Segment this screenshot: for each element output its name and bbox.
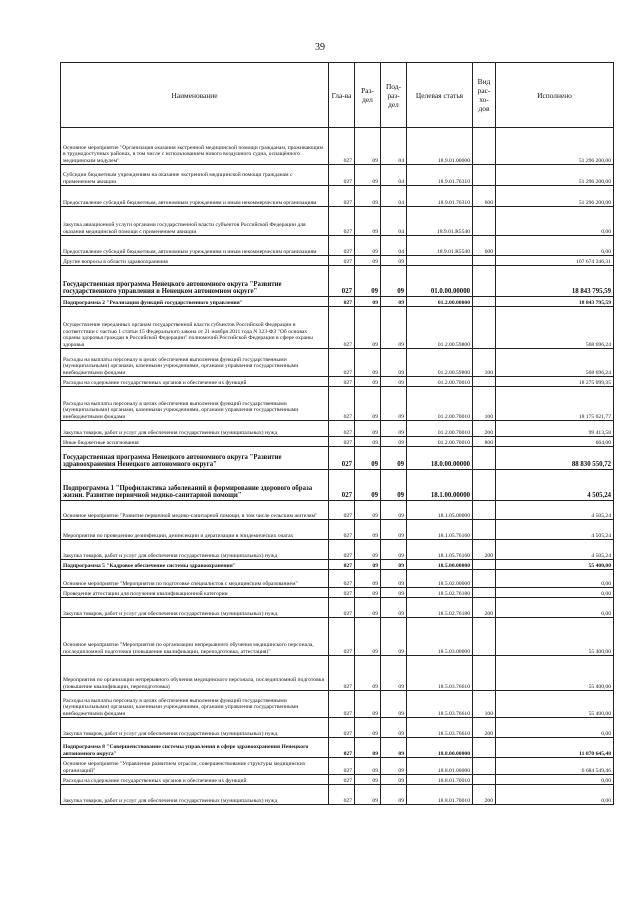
cell-vid: 600 [473,236,496,256]
cell-razdel: 09 [355,266,381,297]
cell-vid [473,256,496,266]
table-row [61,266,614,297]
cell-name: Закупка товаров, работ и услуг для обеспечения государственных (муниципальных) нужд [61,718,329,738]
cell-podrazdel: 09 [381,501,407,520]
cell-ispolneno: 4 505,24 [496,540,614,560]
cell-celevaya: 18.1.00.00000 [407,470,473,501]
cell-razdel: 09 [355,447,381,470]
cell-vid [473,758,496,775]
cell-name: Закупка товаров, работ и услуг для обеспечения государственных (муниципальных) нужд [61,598,329,618]
table-row [61,256,614,266]
cell-podrazdel: 09 [381,307,407,349]
table-row [61,618,614,656]
cell-glava: 027 [329,297,355,307]
cell-vid [473,307,496,349]
cell-podrazdel: 09 [381,447,407,470]
cell-vid [473,738,496,758]
table-row [61,297,614,307]
cell-razdel: 09 [355,775,381,785]
cell-vid: 200 [473,785,496,805]
cell-ispolneno: 0,00 [496,785,614,805]
cell-celevaya: 18.8.01.00000 [407,758,473,775]
cell-name: Подпрограмма 2 "Реализация функций государственного управления" [61,297,329,307]
cell-name: Государственная программа Ненецкого автономного округа "Развитие здравоохранения Ненецкого автономного округа" [61,447,329,470]
cell-podrazdel: 09 [381,560,407,570]
table-row [61,775,614,785]
cell-ispolneno: 11 870 645,48 [496,738,614,758]
table-row [61,598,614,618]
cell-vid [473,775,496,785]
cell-vid [473,266,496,297]
column-header-ispolneno: Исполнено [496,63,614,128]
cell-ispolneno: 0,00 [496,207,614,236]
cell-glava: 027 [329,560,355,570]
cell-glava: 027 [329,236,355,256]
cell-razdel: 09 [355,186,381,207]
cell-glava: 027 [329,785,355,805]
cell-vid: 200 [473,718,496,738]
cell-name: Подпрограмма 8 "Совершенствование системы управления в сфере здравоохранения Ненецкого автономного округа" [61,738,329,758]
cell-razdel: 09 [355,691,381,718]
cell-vid [473,165,496,186]
table-row [61,785,614,805]
cell-glava: 027 [329,165,355,186]
cell-ispolneno: 55 400,00 [496,560,614,570]
cell-glava: 027 [329,266,355,297]
cell-name: Иные бюджетные ассигнования [61,437,329,447]
cell-podrazdel: 09 [381,421,407,437]
cell-podrazdel: 09 [381,598,407,618]
cell-podrazdel: 09 [381,377,407,387]
cell-ispolneno: 0,00 [496,236,614,256]
cell-name: Предоставление субсидий бюджетным, автономным учреждениям и иным некоммерческим организациям [61,236,329,256]
table-row [61,128,614,165]
column-header-podrazdel: Под-раз-дел [381,63,407,128]
cell-razdel: 09 [355,738,381,758]
column-header-vid: Вид рас-хо-дов [473,63,496,128]
cell-celevaya: 18.9.01.R5540 [407,207,473,236]
cell-glava: 027 [329,775,355,785]
cell-vid [473,570,496,588]
cell-podrazdel: 04 [381,207,407,236]
cell-celevaya: 18.5.00.00000 [407,560,473,570]
table-row [61,520,614,540]
cell-celevaya: 01.0.00.00000 [407,266,473,297]
cell-name: Закупка авиационной услуги органами государственной власти субъектов Российской Федерации для оказания медицинской помощи с применением авиации [61,207,329,236]
cell-glava: 027 [329,447,355,470]
table-row [61,307,614,349]
cell-podrazdel: 09 [381,758,407,775]
cell-podrazdel: 09 [381,266,407,297]
cell-podrazdel: 09 [381,588,407,598]
cell-podrazdel: 09 [381,570,407,588]
cell-glava: 027 [329,656,355,691]
cell-glava: 027 [329,520,355,540]
cell-name: Другие вопросы в области здравоохранения [61,256,329,266]
table-row [61,437,614,447]
cell-razdel: 09 [355,598,381,618]
cell-razdel: 09 [355,570,381,588]
cell-glava: 027 [329,377,355,387]
table-row [61,470,614,501]
table-row [61,570,614,588]
cell-vid: 200 [473,421,496,437]
cell-glava: 027 [329,618,355,656]
cell-ispolneno: 51 296 200,00 [496,186,614,207]
cell-podrazdel: 09 [381,540,407,560]
cell-celevaya: 18.8.01.70010 [407,775,473,785]
cell-podrazdel: 09 [381,437,407,447]
cell-name: Подпрограмма 1 "Профилактика заболеваний и формирование здорового образа жизни. Развитие первичной медико-санитарной помощи" [61,470,329,501]
table-row [61,540,614,560]
cell-ispolneno: 4 505,24 [496,520,614,540]
cell-podrazdel: 04 [381,236,407,256]
cell-ispolneno: 88 830 550,72 [496,447,614,470]
cell-podrazdel: 09 [381,738,407,758]
cell-ispolneno: 4 505,24 [496,470,614,501]
cell-celevaya: 01.2.00.59800 [407,349,473,377]
cell-razdel: 09 [355,256,381,266]
expenditure-table [60,62,614,805]
cell-ispolneno: 4 505,24 [496,501,614,520]
cell-celevaya: 18.9.01.76310 [407,186,473,207]
cell-glava: 027 [329,570,355,588]
cell-ispolneno: 107 674 346,31 [496,256,614,266]
table-row [61,718,614,738]
cell-ispolneno: 55 400,00 [496,691,614,718]
cell-razdel: 09 [355,349,381,377]
cell-ispolneno: 99 413,58 [496,421,614,437]
cell-razdel: 09 [355,718,381,738]
cell-name: Расходы на содержание государственных органов и обеспечение их функций [61,775,329,785]
cell-celevaya: 01.2.00.70010 [407,387,473,421]
table-header-row [61,63,614,128]
table-body [61,128,614,805]
cell-vid [473,618,496,656]
cell-ispolneno: 568 696,24 [496,307,614,349]
cell-ispolneno: 664,00 [496,437,614,447]
cell-podrazdel: 09 [381,691,407,718]
cell-razdel: 09 [355,377,381,387]
cell-podrazdel: 04 [381,165,407,186]
cell-razdel: 09 [355,501,381,520]
cell-glava: 027 [329,186,355,207]
table-row [61,560,614,570]
cell-celevaya: 01.2.00.70010 [407,437,473,447]
cell-celevaya: 18.5.03.76610 [407,656,473,691]
cell-razdel: 09 [355,437,381,447]
cell-celevaya: 18.0.00.00000 [407,447,473,470]
cell-celevaya: 18.5.03.76610 [407,691,473,718]
cell-name: Мероприятия по организации непрерывного обучения медицинского персонала, последипломной подготовки (повышение квалификации, переподготовка) [61,656,329,691]
cell-podrazdel: 09 [381,785,407,805]
cell-name: Закупка товаров, работ и услуг для обеспечения государственных (муниципальных) нужд [61,421,329,437]
cell-razdel: 09 [355,588,381,598]
cell-podrazdel: 04 [381,128,407,165]
cell-ispolneno: 0,00 [496,718,614,738]
cell-name: Осуществление переданных органам государственной власти субъектов Российской Федерации в соответствии с частью 1 статьи 15 Федерального закона от 21 ноября 2011 года N 323-ФЗ "Об основах охраны здоровья граждан в Российской Федерации" полномочий Российской Федерации в сфере охраны здоровья [61,307,329,349]
cell-celevaya: 18.8.00.00000 [407,738,473,758]
cell-vid [473,377,496,387]
cell-celevaya: 18.9.01.R5540 [407,236,473,256]
cell-podrazdel: 09 [381,387,407,421]
cell-ispolneno: 568 696,24 [496,349,614,377]
cell-podrazdel: 04 [381,186,407,207]
cell-vid: 100 [473,387,496,421]
cell-celevaya: 18.1.05.76160 [407,540,473,560]
cell-celevaya [407,256,473,266]
cell-glava: 027 [329,349,355,377]
cell-vid [473,520,496,540]
cell-celevaya: 18.5.03.76610 [407,718,473,738]
cell-name: Основное мероприятие "Мероприятия по организации непрерывного обучения медицинского персонала, последипломной подготовки (повышение квалификации, переподготовка, аттестация)" [61,618,329,656]
table-row [61,236,614,256]
page-number: 39 [315,42,325,53]
cell-glava: 027 [329,540,355,560]
cell-vid [473,501,496,520]
cell-razdel: 09 [355,758,381,775]
cell-ispolneno: 55 400,00 [496,656,614,691]
column-header-glava: Гла-ва [329,63,355,128]
cell-razdel: 09 [355,307,381,349]
cell-razdel: 09 [355,207,381,236]
cell-vid [473,128,496,165]
table-row [61,421,614,437]
cell-glava: 027 [329,437,355,447]
cell-glava: 027 [329,256,355,266]
cell-ispolneno: 51 296 200,00 [496,165,614,186]
cell-glava: 027 [329,387,355,421]
cell-razdel: 09 [355,560,381,570]
cell-vid [473,447,496,470]
cell-ispolneno: 51 296 200,00 [496,128,614,165]
cell-celevaya: 18.1.05.76160 [407,520,473,540]
cell-razdel: 09 [355,297,381,307]
cell-razdel: 09 [355,236,381,256]
cell-podrazdel: 09 [381,297,407,307]
cell-podrazdel: 09 [381,256,407,266]
cell-celevaya: 18.9.01.76310 [407,165,473,186]
cell-vid: 100 [473,691,496,718]
cell-name: Основное мероприятие "Управление развитием отрасли, совершенствование структуры медицинских организаций" [61,758,329,775]
cell-name: Расходы на выплаты персоналу в целях обеспечения выполнения функций государственными (муниципальными) органами, казенными учреждениями, органами управления государственными внебюджетными фондами [61,691,329,718]
cell-razdel: 09 [355,540,381,560]
cell-razdel: 09 [355,421,381,437]
cell-name: Подпрограмма 5 "Кадровое обеспечение системы здравоохранения" [61,560,329,570]
table-row [61,447,614,470]
cell-name: Закупка товаров, работ и услуг для обеспечения государственных (муниципальных) нужд [61,540,329,560]
cell-glava: 027 [329,758,355,775]
cell-razdel: 09 [355,520,381,540]
cell-ispolneno: 55 400,00 [496,618,614,656]
column-header-name: Наименование [61,63,329,128]
cell-razdel: 09 [355,128,381,165]
cell-vid [473,656,496,691]
cell-name: Государственная программа Ненецкого автономного округа "Развитие государственного управления в Ненецком автономном округе" [61,266,329,297]
cell-name: Субсидии бюджетным учреждениям на оказание экстренной медицинской помощи гражданам с применением авиации [61,165,329,186]
cell-celevaya: 18.8.01.70010 [407,785,473,805]
cell-glava: 027 [329,588,355,598]
cell-ispolneno: 0,00 [496,588,614,598]
cell-podrazdel: 09 [381,718,407,738]
cell-ispolneno: 18 843 795,59 [496,266,614,297]
cell-ispolneno: 0,00 [496,570,614,588]
table-row [61,738,614,758]
column-header-razdel: Раз-дел [355,63,381,128]
table-row [61,186,614,207]
cell-ispolneno: 0,00 [496,775,614,785]
cell-vid: 200 [473,540,496,560]
cell-celevaya: 18.5.02.76180 [407,588,473,598]
cell-ispolneno: 6 684 549,46 [496,758,614,775]
cell-vid: 800 [473,437,496,447]
cell-glava: 027 [329,598,355,618]
cell-vid [473,470,496,501]
cell-razdel: 09 [355,785,381,805]
cell-razdel: 09 [355,656,381,691]
cell-glava: 027 [329,207,355,236]
cell-name: Предоставление субсидий бюджетным, автономным учреждениям и иным некоммерческим организациям [61,186,329,207]
cell-vid: 100 [473,349,496,377]
table-row [61,349,614,377]
cell-podrazdel: 09 [381,618,407,656]
cell-name: Основное мероприятие "Мероприятия по подготовке специалистов с медицинским образованием" [61,570,329,588]
cell-name: Основное мероприятие "Развитие первичной медико-санитарной помощи, в том числе сельским жителям" [61,501,329,520]
table-row [61,207,614,236]
cell-celevaya: 01.2.00.70010 [407,377,473,387]
cell-glava: 027 [329,691,355,718]
cell-name: Расходы на выплаты персоналу в целях обеспечения выполнения функций государственными (муниципальными) органами, казенными учреждениями, органами управления государственными внебюджетными фондами [61,349,329,377]
table-row [61,691,614,718]
cell-razdel: 09 [355,387,381,421]
cell-celevaya: 01.2.00.59800 [407,307,473,349]
cell-ispolneno: 18 175 021,77 [496,387,614,421]
cell-razdel: 09 [355,165,381,186]
cell-vid: 200 [473,598,496,618]
cell-glava: 027 [329,128,355,165]
cell-podrazdel: 09 [381,470,407,501]
cell-razdel: 09 [355,618,381,656]
cell-podrazdel: 09 [381,349,407,377]
cell-razdel: 09 [355,470,381,501]
cell-name: Основное мероприятие "Организация оказания экстренной медицинской помощи гражданам, проживающим в труднодоступных районах, в том числе с использованием нового воздушного судна, оснащённого медицинским модулем" [61,128,329,165]
cell-name: Расходы на выплаты персоналу в целях обеспечения выполнения функций государственными (муниципальными) органами, казенными учреждениями, органами управления государственными внебюджетными фондами [61,387,329,421]
cell-ispolneno: 18 275 099,35 [496,377,614,387]
cell-vid: 600 [473,186,496,207]
cell-podrazdel: 09 [381,520,407,540]
cell-vid [473,297,496,307]
cell-name: Мероприятия по проведению дезинфекции, дезинсекции и дератизации в эпидемических очагах [61,520,329,540]
table-row [61,501,614,520]
cell-name: Расходы на содержание государственных органов и обеспечение их функций [61,377,329,387]
cell-glava: 027 [329,307,355,349]
cell-celevaya: 18.5.02.76180 [407,598,473,618]
cell-name: Проведение аттестации для получения квалификационной категории [61,588,329,598]
table-row [61,656,614,691]
cell-glava: 027 [329,738,355,758]
cell-podrazdel: 09 [381,656,407,691]
table-row [61,165,614,186]
cell-vid [473,588,496,598]
column-header-celevaya: Целевая статья [407,63,473,128]
cell-celevaya: 01.2.00.70010 [407,421,473,437]
cell-celevaya: 18.5.02.00000 [407,570,473,588]
cell-celevaya: 18.5.03.00000 [407,618,473,656]
cell-glava: 027 [329,718,355,738]
cell-ispolneno: 0,00 [496,598,614,618]
cell-glava: 027 [329,501,355,520]
cell-podrazdel: 09 [381,775,407,785]
table-row [61,588,614,598]
cell-name: Закупка товаров, работ и услуг для обеспечения государственных (муниципальных) нужд [61,785,329,805]
cell-glava: 027 [329,421,355,437]
cell-celevaya: 18.9.01.00000 [407,128,473,165]
table-row [61,377,614,387]
cell-celevaya: 18.1.05.00000 [407,501,473,520]
cell-celevaya: 01.2.00.00000 [407,297,473,307]
table-row [61,387,614,421]
cell-ispolneno: 18 843 795,59 [496,297,614,307]
cell-vid [473,560,496,570]
table-row [61,758,614,775]
cell-glava: 027 [329,470,355,501]
cell-vid [473,207,496,236]
